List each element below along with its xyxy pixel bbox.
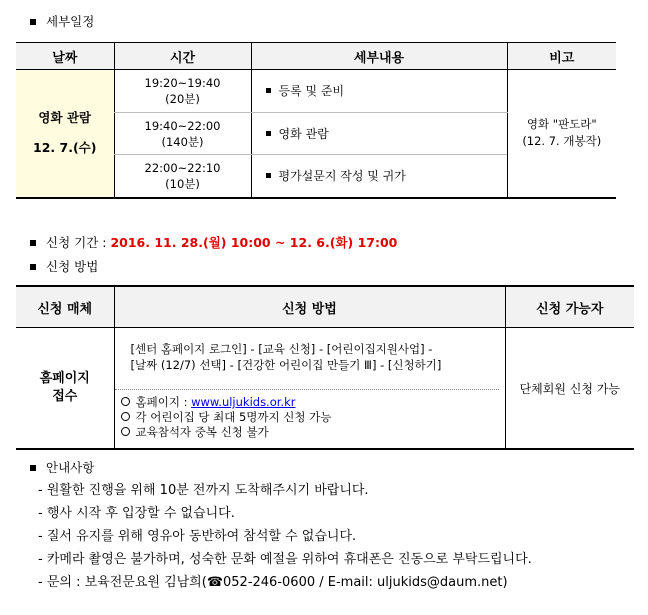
header-date: 날짜 xyxy=(16,43,114,70)
method-steps: [센터 홈페이지 로그인] - [교육 신청] - [어린이집지원사업] - [날짜 (12/7) 선택] - [건강한 어린이집 만들기 Ⅲ] - [신청하기] xyxy=(115,328,499,390)
guideline-item: - 질서 유지를 위해 영유아 동반하여 참석할 수 없습니다. xyxy=(38,529,357,544)
application-table xyxy=(16,287,634,449)
header-note: 비고 xyxy=(507,43,616,70)
content-cell: 등록 및 준비 xyxy=(251,70,507,113)
application-period: 신청 기간 : 2016. 11. 28.(월) 10:00 ~ 12. 6.(화) 17:00 xyxy=(30,234,397,252)
square-bullet-icon xyxy=(266,173,271,178)
method-notes: 홈페이지 : www.uljukids.or.kr 각 어린이집 당 최대 5명까지 신청 가능 교육참석자 중복 신청 불가 xyxy=(115,390,505,440)
content-cell: 영화 관람 xyxy=(251,113,507,155)
square-bullet-icon xyxy=(266,88,271,93)
date-value: 12. 7.(수) xyxy=(33,140,97,156)
section-title-schedule: 세부일정 xyxy=(30,13,94,31)
schedule-table xyxy=(16,43,616,199)
method-cell xyxy=(114,328,505,449)
square-bullet-icon xyxy=(30,465,36,471)
time-cell: 19:40~22:00 (140분) xyxy=(114,113,251,155)
note-release: (12. 7. 개봉작) xyxy=(522,134,602,149)
circle-bullet-icon xyxy=(121,412,130,421)
guideline-item: - 행사 시작 후 입장할 수 없습니다. xyxy=(38,506,235,521)
circle-bullet-icon xyxy=(121,427,130,436)
medium-cell: 홈페이지 접수 xyxy=(39,371,90,405)
date-cell xyxy=(16,70,114,198)
square-bullet-icon xyxy=(30,19,36,25)
header-time: 시간 xyxy=(114,43,251,70)
header-method: 신청 방법 xyxy=(114,287,505,328)
homepage-link[interactable]: www.uljukids.or.kr xyxy=(191,395,296,409)
eligible-cell: 단체회원 신청 가능 xyxy=(505,328,634,449)
square-bullet-icon xyxy=(266,131,271,136)
guideline-item: - 원활한 진행을 위해 10분 전까지 도착해주시기 바랍니다. xyxy=(38,483,369,498)
date-label: 영화 관람 xyxy=(38,110,92,126)
phone-icon: ☎ xyxy=(206,575,224,590)
content-cell: 평가설문지 작성 및 귀가 xyxy=(251,155,507,198)
section-title-method: 신청 방법 xyxy=(30,258,98,276)
table-bottom-rule xyxy=(16,448,634,450)
header-eligible: 신청 가능자 xyxy=(505,287,634,328)
contact-email: / E-mail: uljukids@daum.net) xyxy=(315,575,508,590)
section-title-guide: 안내사항 xyxy=(30,459,94,477)
note-cell xyxy=(507,70,616,198)
header-content: 세부내용 xyxy=(251,43,507,70)
square-bullet-icon xyxy=(30,264,36,270)
time-cell: 22:00~22:10 (10분) xyxy=(114,155,251,198)
guideline-item: - 카메라 촬영은 불가하며, 성숙한 문화 예절을 위하여 휴대폰은 진동으로 부탁드립니다. xyxy=(38,552,532,567)
time-cell: 19:20~19:40 (20분) xyxy=(114,70,251,113)
square-bullet-icon xyxy=(30,240,36,246)
note-movie: 영화 "판도라" xyxy=(526,117,597,132)
circle-bullet-icon xyxy=(121,397,130,406)
contact-phone: 052-246-0600 xyxy=(223,575,316,590)
header-medium: 신청 매체 xyxy=(16,287,114,328)
contact-line: - 문의 : 보육전문요원 김남희(☎052-246-0600 / E-mail: uljukids@daum.net) xyxy=(38,575,508,590)
period-value: 2016. 11. 28.(월) 10:00 ~ 12. 6.(화) 17:00 xyxy=(110,235,398,250)
